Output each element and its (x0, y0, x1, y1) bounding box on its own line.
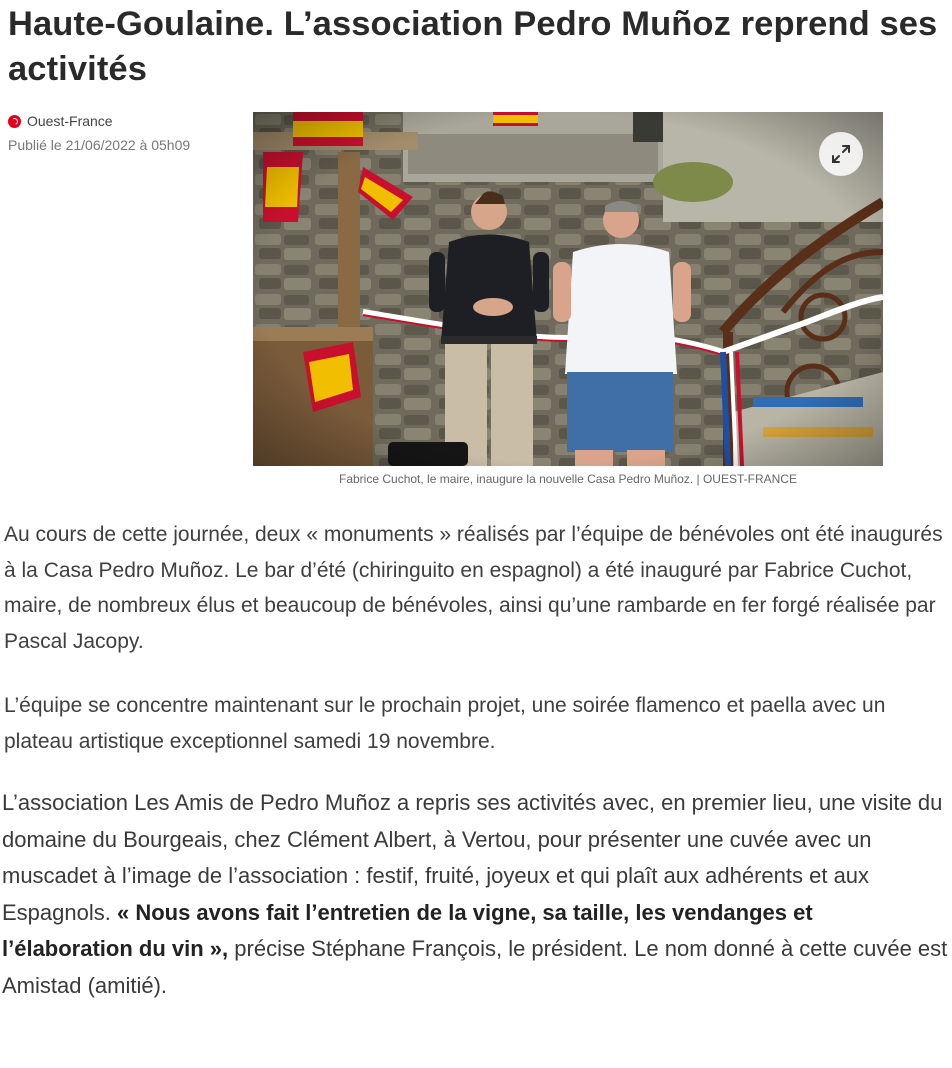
paragraph-1: Au cours de cette journée, deux « monuments » réalisés par l’équipe de bénévoles ont été inaugurés à la Casa Pedro Muñoz. Le bar d’été (chiringuito en espagnol) a été inauguré par Fabrice Cuchot, maire, de nombreux élus et beaucoup de bénévoles, ainsi qu’une rambarde en fer forgé réalisée par Pascal Jacopy. (4, 523, 943, 653)
expand-photo-button[interactable] (819, 132, 863, 176)
paragraph-2: L’équipe se concentre maintenant sur le prochain projet, une soirée flamenco et paella avec un plateau artistique exceptionnel samedi 19 novembre. (4, 694, 886, 753)
ouest-france-logo-icon (8, 115, 21, 128)
article-title: Haute-Goulaine. L’association Pedro Muñoz reprend ses activités (8, 5, 938, 88)
source-name[interactable]: Ouest-France (27, 113, 113, 129)
expand-arrows-icon (828, 141, 854, 167)
quote-text: « Nous avons fait l’entretien de la vigne, sa taille, les vendanges et l’élaboration du vin », (2, 899, 813, 961)
photo-illustration (253, 112, 883, 466)
paragraph-3-ending: précise Stéphane François, le président. Le nom donné à cette cuvée est Amistad (amitié). (2, 936, 948, 998)
paragraph-3 (2, 785, 948, 1004)
article-photo[interactable] (253, 112, 883, 466)
paragraph-3-text: L’association Les Amis de Pedro Muñoz a repris ses activités avec, en premier lieu, une visite du domaine du Bourgeais, chez Clément Albert, à Vertou, pour présenter une cuvée avec un muscadet à l’image de l’association : festif, fruité, joyeux et qui plaît aux adhérents et aux Espagnols. (2, 790, 943, 925)
publish-date: Publié le 21/06/2022 à 05h09 (8, 137, 191, 153)
source-line[interactable] (8, 113, 113, 129)
photo-caption: Fabrice Cuchot, le maire, inaugure la nouvelle Casa Pedro Muñoz. | OUEST-FRANCE (339, 472, 797, 486)
